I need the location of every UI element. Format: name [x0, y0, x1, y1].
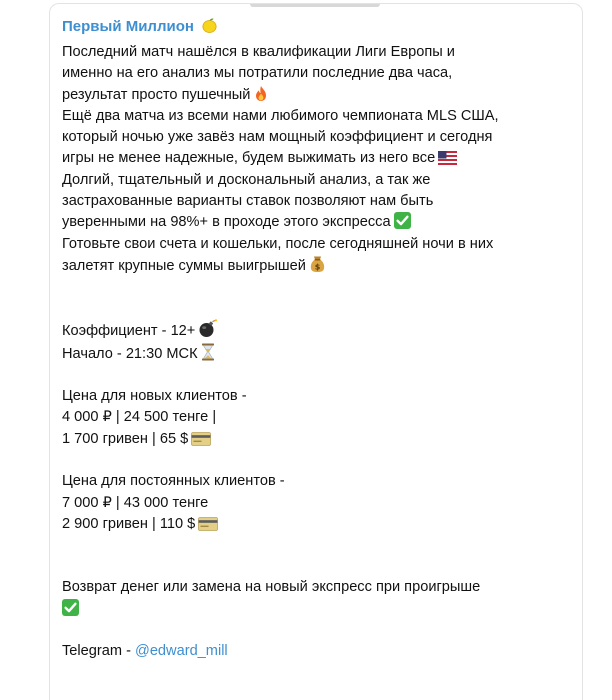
- refund-check-line: [62, 599, 578, 620]
- spacer: [62, 450, 578, 471]
- message-line: Ещё два матча из всеми нами любимого чемпионата MLS США,: [62, 107, 499, 124]
- new-clients-price-line: 1 700 гривен | 65 $: [62, 429, 578, 450]
- previous-message-edge: [250, 4, 380, 7]
- coefficient-line: Коэффициент - 12+: [62, 319, 578, 342]
- message-line: застрахованные варианты ставок позволяют нам быть: [62, 193, 434, 210]
- credit-card-icon: [191, 432, 211, 446]
- spacer: [62, 365, 578, 386]
- message-line: Последний матч нашёлся в квалификации Лиги Европы и: [62, 44, 455, 60]
- telegram-link[interactable]: @edward_mill: [135, 643, 228, 660]
- credit-card-icon: [198, 517, 218, 531]
- message-line: который ночью уже завёз нам мощный коэффициент и сегодня: [62, 129, 493, 146]
- new-clients-title: Цена для новых клиентов -: [62, 388, 247, 405]
- spacer: [62, 277, 578, 319]
- sender-name-text[interactable]: Первый Миллион: [62, 18, 194, 35]
- message-line: Готовьте свои счета и кошельки, после сегодняшней ночи в них: [62, 235, 494, 252]
- message-line: Долгий, тщательный и доскональный анализ, а так же: [62, 171, 431, 188]
- telegram-line: [62, 641, 578, 662]
- check-mark-icon: [62, 599, 79, 616]
- spacer: [62, 535, 578, 577]
- start-time-line: Начало - 21:30 МСК: [62, 343, 578, 365]
- bomb-icon: [198, 319, 217, 338]
- message-line: результат просто пушечный: [62, 85, 578, 106]
- message-line: залетят крупные суммы выигрышей $: [62, 255, 578, 277]
- new-clients-price-line: 4 000 ₽ | 24 500 тенге |: [62, 409, 217, 426]
- message-line: именно на его анализ мы потратили последние два часа,: [62, 65, 453, 82]
- sender-name[interactable]: [62, 17, 218, 37]
- regular-clients-price-line: 7 000 ₽ | 43 000 тенге: [62, 494, 209, 511]
- message-line: уверенными на 98%+ в проходе этого экспресса: [62, 212, 578, 233]
- regular-clients-price-line: 2 900 гривен | 110 $: [62, 514, 578, 535]
- refund-line: Возврат денег или замена на новый экспресс при проигрыше: [62, 579, 481, 596]
- message-bubble: [49, 3, 583, 700]
- regular-clients-title: Цена для постоянных клиентов -: [62, 473, 285, 490]
- hourglass-icon: [201, 343, 215, 361]
- lemon-icon: [201, 17, 218, 34]
- spacer: [62, 620, 578, 641]
- us-flag-icon: [438, 151, 457, 165]
- message-text: [62, 42, 578, 662]
- telegram-label: Telegram -: [62, 643, 135, 660]
- fire-icon: [253, 85, 269, 102]
- money-bag-icon: [309, 255, 326, 273]
- svg-text:$: $: [314, 262, 321, 272]
- message-line: игры не менее надежные, будем выжимать из него все: [62, 148, 578, 169]
- check-mark-icon: [394, 212, 411, 229]
